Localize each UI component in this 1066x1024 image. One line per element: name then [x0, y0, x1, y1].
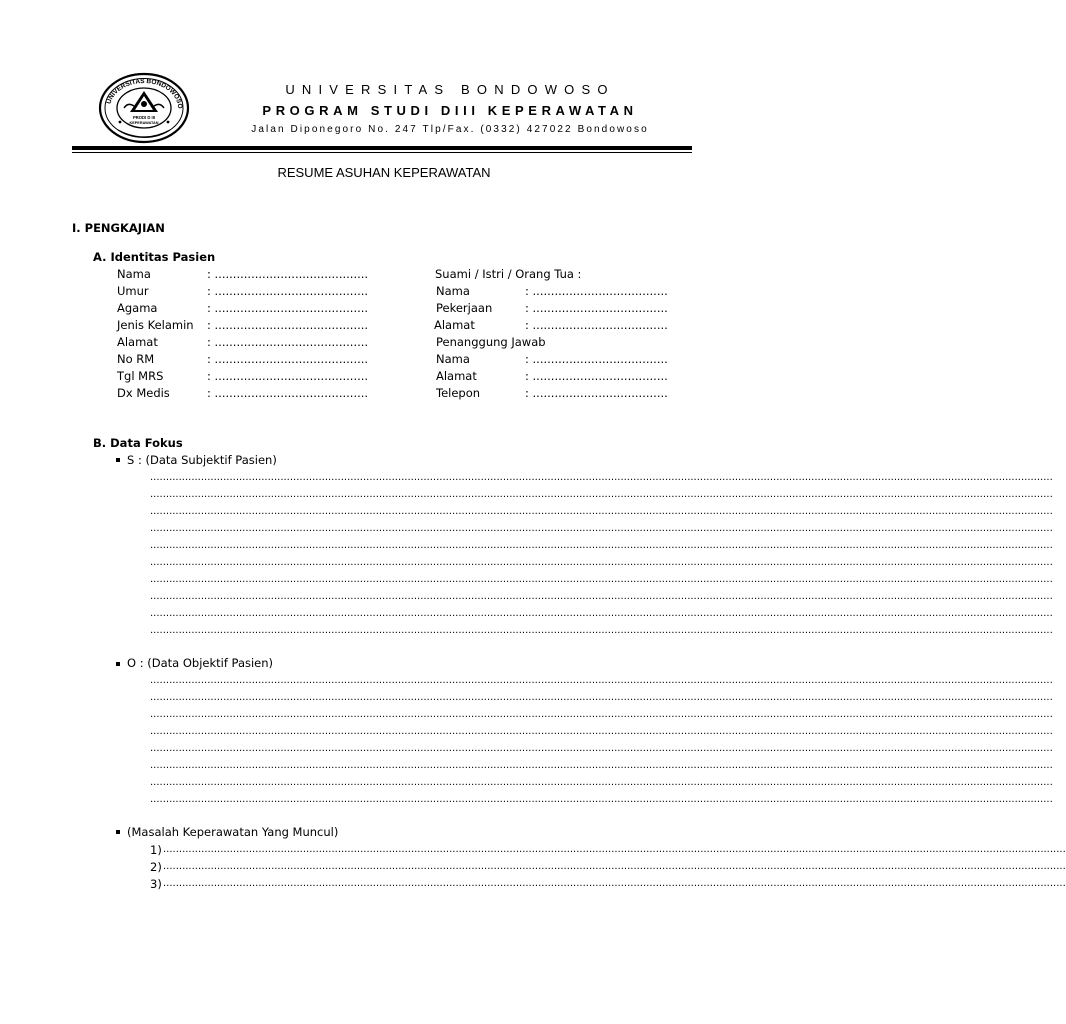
- problem-label: (Masalah Keperawatan Yang Muncul): [127, 825, 339, 839]
- objective-line: ............................................................................................................................................................................................................................................................................................: [150, 709, 1053, 720]
- guarantor-value-telepon: : .....................................: [525, 386, 668, 400]
- subjective-line: ............................................................................................................................................................................................................................................................................................: [150, 540, 1053, 551]
- field-label-umur: Umur: [117, 284, 149, 298]
- seal-ring-text: UNIVERSITAS BONDOWOSO: [105, 77, 184, 109]
- bullet-icon: [116, 830, 120, 834]
- problem-line: ............................................................................................................................................................................................................................................................................................: [163, 878, 1066, 889]
- subsection-heading-identitas: A. Identitas Pasien: [93, 250, 216, 264]
- field-label-alamat: Alamat: [117, 335, 158, 349]
- objective-line: ............................................................................................................................................................................................................................................................................................: [150, 726, 1053, 737]
- document-title: RESUME ASUHAN KEPERAWATAN: [277, 165, 491, 180]
- field-value-agama: : ..........................................: [207, 301, 369, 315]
- subjective-line: ............................................................................................................................................................................................................................................................................................: [150, 523, 1053, 534]
- subjective-line: ............................................................................................................................................................................................................................................................................................: [150, 625, 1053, 636]
- problem-item-number: 2): [150, 860, 162, 874]
- field-label-jenis-kelamin: Jenis Kelamin: [117, 318, 194, 332]
- field-label-nama: Nama: [117, 267, 151, 281]
- family-label-nama: Nama: [436, 284, 470, 298]
- subjective-line: ............................................................................................................................................................................................................................................................................................: [150, 557, 1053, 568]
- objective-line: ............................................................................................................................................................................................................................................................................................: [150, 743, 1053, 754]
- guarantor-label-telepon: Telepon: [436, 386, 481, 400]
- family-value-pekerjaan: : .....................................: [525, 301, 668, 315]
- university-seal-logo: [98, 72, 190, 144]
- family-label-pekerjaan: Pekerjaan: [436, 301, 493, 315]
- field-value-alamat: : ..........................................: [207, 335, 369, 349]
- guarantor-heading: Penanggung Jawab: [436, 335, 546, 349]
- seal-inner-text-2: KEPERAWATAN: [129, 121, 159, 125]
- objective-label: O : (Data Objektif Pasien): [127, 656, 274, 670]
- section-heading-pengkajian: I. PENGKAJIAN: [72, 221, 165, 235]
- objective-line: ............................................................................................................................................................................................................................................................................................: [150, 692, 1053, 703]
- header-rule-thick: [72, 146, 692, 150]
- field-value-nama: : ..........................................: [207, 267, 369, 281]
- university-address: Jalan Diponegoro No. 247 Tlp/Fax. (0332) 427022 Bondowoso: [251, 124, 649, 135]
- subsection-heading-data-fokus: B. Data Fokus: [93, 436, 183, 450]
- field-label-dx-medis: Dx Medis: [117, 386, 170, 400]
- family-label-alamat: Alamat: [434, 318, 475, 332]
- subjective-line: ............................................................................................................................................................................................................................................................................................: [150, 608, 1053, 619]
- family-value-nama: : .....................................: [525, 284, 668, 298]
- subjective-line: ............................................................................................................................................................................................................................................................................................: [150, 591, 1053, 602]
- university-name: UNIVERSITAS BONDOWOSO: [285, 82, 615, 97]
- problem-line: ............................................................................................................................................................................................................................................................................................: [163, 844, 1066, 855]
- subjective-label: S : (Data Subjektif Pasien): [127, 453, 277, 467]
- family-heading: Suami / Istri / Orang Tua :: [435, 267, 582, 281]
- field-label-agama: Agama: [117, 301, 158, 315]
- field-value-tgl-mrs: : ..........................................: [207, 369, 369, 383]
- subjective-line: ............................................................................................................................................................................................................................................................................................: [150, 506, 1053, 517]
- subjective-line: ............................................................................................................................................................................................................................................................................................: [150, 489, 1053, 500]
- field-label-tgl-mrs: Tgl MRS: [117, 369, 164, 383]
- problem-item-number: 1): [150, 843, 162, 857]
- bullet-icon: [116, 662, 120, 666]
- bullet-icon: [116, 458, 120, 462]
- objective-line: ............................................................................................................................................................................................................................................................................................: [150, 794, 1053, 805]
- seal-inner-text-1: PRODI D III: [132, 115, 156, 120]
- guarantor-value-alamat: : .....................................: [525, 369, 668, 383]
- field-value-dx-medis: : ..........................................: [207, 386, 369, 400]
- objective-line: ............................................................................................................................................................................................................................................................................................: [150, 777, 1053, 788]
- field-value-umur: : ..........................................: [207, 284, 369, 298]
- problem-line: ............................................................................................................................................................................................................................................................................................: [163, 861, 1066, 872]
- subjective-line: ............................................................................................................................................................................................................................................................................................: [150, 472, 1053, 483]
- problem-item-number: 3): [150, 877, 162, 891]
- subjective-line: ............................................................................................................................................................................................................................................................................................: [150, 574, 1053, 585]
- guarantor-label-nama: Nama: [436, 352, 470, 366]
- guarantor-value-nama: : .....................................: [525, 352, 668, 366]
- header-rule-thin: [72, 152, 692, 153]
- field-label-no-rm: No RM: [117, 352, 155, 366]
- field-value-no-rm: : ..........................................: [207, 352, 369, 366]
- field-value-jenis-kelamin: : ..........................................: [207, 318, 369, 332]
- guarantor-label-alamat: Alamat: [436, 369, 477, 383]
- objective-line: ............................................................................................................................................................................................................................................................................................: [150, 675, 1053, 686]
- family-value-alamat: : .....................................: [525, 318, 668, 332]
- program-name: PROGRAM STUDI DIII KEPERAWATAN: [262, 103, 638, 118]
- objective-line: ............................................................................................................................................................................................................................................................................................: [150, 760, 1053, 771]
